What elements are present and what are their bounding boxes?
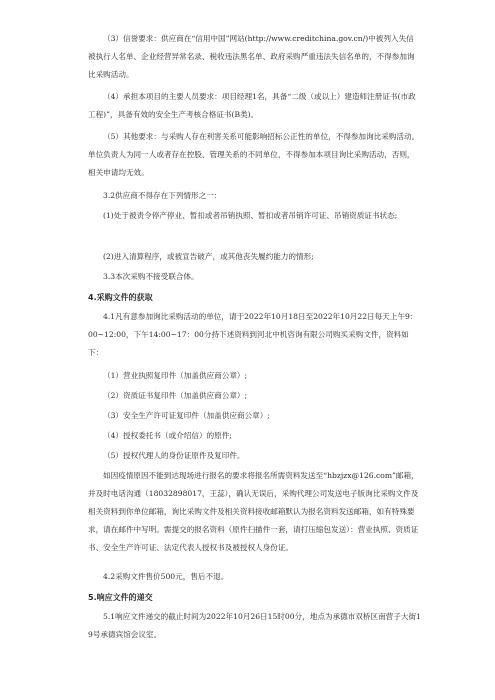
paragraph-credit-requirement: （3）信誉要求：供应商在“信用中国”网站(http://www.creditchina.gov.cn/)中被列入失信被执行人名单、企业经营异常名录、税收违法黑名单、政府采购严重违法失信名单的，不得参加询比采购活动。: [88, 34, 415, 79]
heading-section-4: 4.采购文件的获取: [88, 293, 153, 302]
paragraph-3-2: 3.2供应商不得存在下列情形之一：: [103, 191, 222, 200]
list-item: （5）授权代理人的身份证原件及复印件。: [103, 451, 245, 460]
paragraph-personnel-requirement: （4）承担本项目的主要人员要求：项目经理1名，具备“二级（或以上）建造师注册证书(市政工程)”，具备有效的安全生产考核合格证书(B类)。: [88, 92, 416, 119]
list-item: （1）营业执照复印件（加盖供应商公章）;: [103, 371, 248, 380]
paragraph-online-registration: 如因疫情原因不能到达现场进行报名的要求将报名所需资料发送至“hbzjzx@126.com”邮箱，并及时电话沟通（18032898017，王蕊），确认无误后，采购代理公司发送电子版询比采购文件及相关资料到你单位邮箱，询比采购文件及相关资料接收邮箱默认为报名资料发送邮箱，如有特殊要求，请在邮件中写明。需提交的报名资料（原件扫描件一套，请打压缩包发送）：营业执照、资质证书、安全生产许可证、法定代表人授权书及被授权人身份证。: [88, 471, 419, 552]
list-item: （3）安全生产许可证复印件（加盖供应商公章）;: [103, 411, 270, 420]
heading-section-5: 5.响应文件的递交: [88, 593, 153, 602]
paragraph-5-1: 5.1响应文件递交的截止时间为2022年10月26日15时00分，地点为承德市双桥区南营子大街19号承德宾馆会议室。: [88, 612, 421, 639]
paragraph-3-2-item-2: (2)进入清算程序，或被宣告破产，或其他丧失履约能力的情形;: [103, 252, 314, 261]
paragraph-other-requirements: （5）其他要求：与采购人存在利害关系可能影响招标公正性的单位，不得参加询比采购活动。单位负责人为同一人或者存在控股、管理关系的不同单位，不得参加本项目询比采购活动，否则，相关申请均无效。: [88, 132, 420, 177]
paragraph-4-2: 4.2采购文件售价500元，售后不退。: [103, 572, 229, 581]
paragraph-3-3: 3.3本次采购不接受联合体。: [103, 272, 199, 281]
list-item: （4）授权委托书（或介绍信）的原件;: [103, 431, 232, 440]
paragraph-4-1: 4.1凡有意参加询比采购活动的单位，请于2022年10月18日至2022年10月22日每天上午9：00~12:00，下午14:00~17：00分持下述资料到河北中机咨询有限公司购买采购文件，资料如下：: [88, 312, 418, 357]
list-item: （2）资质证书复印件（加盖供应商公章）;: [103, 391, 248, 400]
paragraph-3-2-item-1: (1)处于被责令停产停业、暂扣或者吊销执照、暂扣或者吊销许可证、吊销资质证书状态;: [103, 211, 398, 220]
